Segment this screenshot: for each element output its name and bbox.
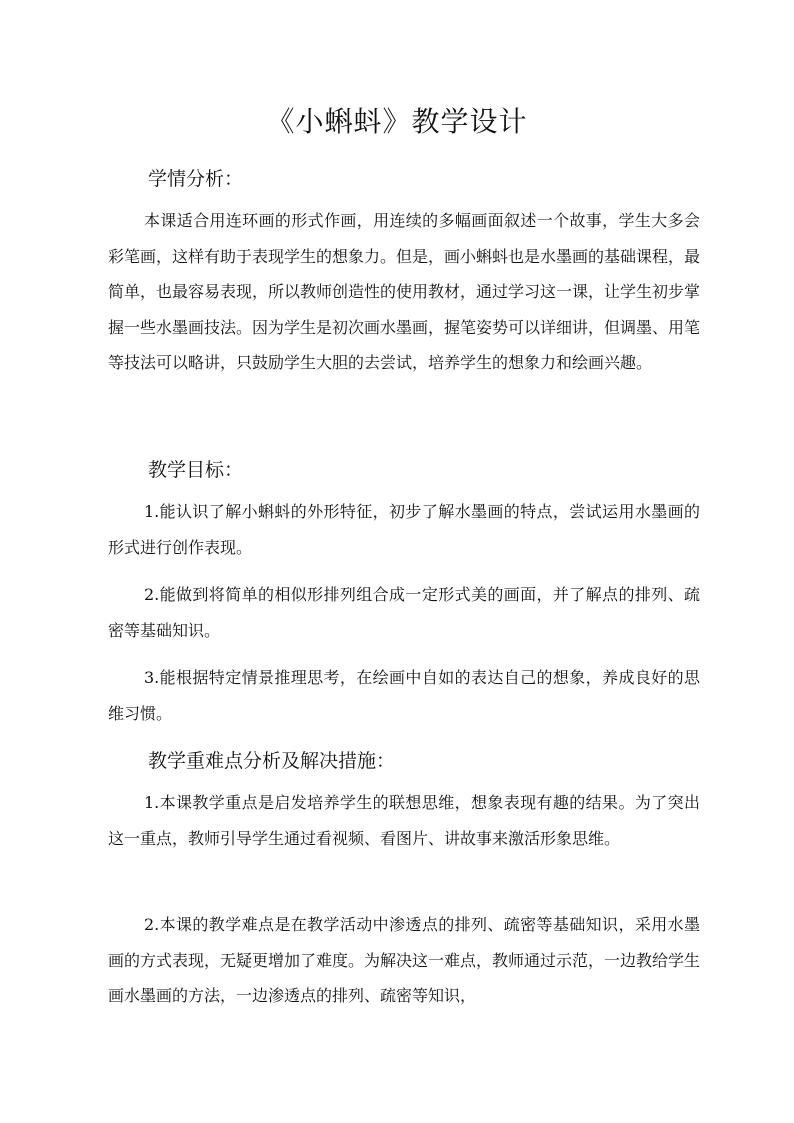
paragraph-key-point-1: 1.本课教学重点是启发培养学生的联想思维，想象表现有趣的结果。为了突出这一重点，教师引导学生通过看视频、看图片、讲故事来激活形象思维。 [108,793,700,848]
paragraph-learning-analysis: 本课适合用连环画的形式作画，用连续的多幅画面叙述一个故事，学生大多会彩笔画，这样有助于表现学生的想象力。但是，画小蝌蚪也是水墨画的基础课程，最简单，也最容易表现，所以教师创造性的使用教材，通过学习这一课，让学生初步掌握一些水墨画技法。因为学生是初次画水墨画，握笔姿势可以详细讲，但调墨、用笔等技法可以略讲，只鼓励学生大胆的去尝试，培养学生的想象力和绘画兴趣。 [108,211,701,373]
paragraph-goal-2: 2.能做到将简单的相似形排列组合成一定形式美的画面，并了解点的排列、疏密等基础知识。 [108,585,700,640]
section-heading-key-difficulties: 教学重难点分析及解决措施： [148,750,396,772]
document-title: 《小蝌蚪》教学设计 [266,105,528,138]
section-heading-learning-analysis: 学情分析： [148,168,244,190]
paragraph-key-point-2: 2.本课的教学难点是在教学活动中渗透点的排列、疏密等基础知识，采用水墨画的方式表现，无疑更增加了难度。为解决这一难点，教师通过示范，一边教给学生画水墨画的方法，一边渗透点的排列、疏密等知识， [108,915,701,1006]
section-heading-teaching-goals: 教学目标： [148,459,244,481]
paragraph-goal-3: 3.能根据特定情景推理思考，在绘画中自如的表达自己的想象，养成良好的思维习惯。 [108,668,700,723]
paragraph-goal-1: 1.能认识了解小蝌蚪的外形特征，初步了解水墨画的特点，尝试运用水墨画的形式进行创作表现。 [108,502,700,557]
